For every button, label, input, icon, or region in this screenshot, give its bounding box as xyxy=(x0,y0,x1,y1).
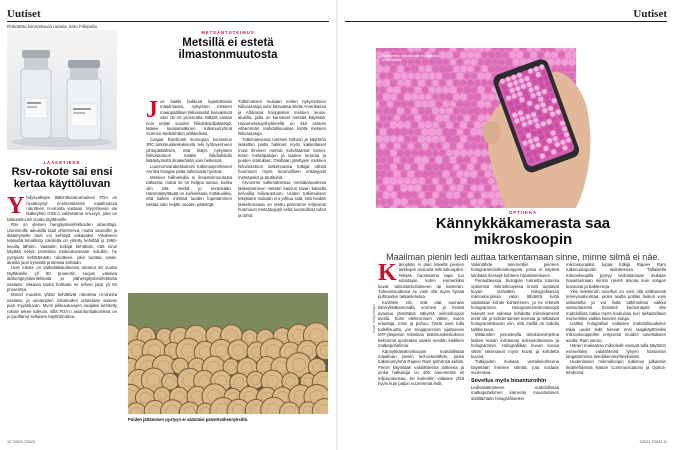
vaccine-paragraph: Uusi rokote on vaiheittaiskokeissa antanut 60 vuotta täyttäneille yli 80 prosentin suojan vakavia alahengitystieinfektioita ja ylähengitystieinfektioita vastaan. Vakavia tautia kohtaan se tehosi jopa yli 94 prosenttia. xyxy=(7,265,117,292)
phone-paragraph: Lisäksi holografian valtaisen mahdollisuuksien takia uudet ledit tulevat ensi laajakäyttöisiksi mikroskooppeihin erityisesti muiden sovelluksien avulla, Ram sanoo. xyxy=(566,321,666,343)
footer-left: 10 7/2023 7/2023 xyxy=(7,440,35,444)
phone-story-header xyxy=(378,210,668,262)
forest-paragraph: os kaikki hakkuut lopetettaisiin maailmassa, nykyisten metsien maanpäälliset hiilivarastot kasvaisivat vain 15–16 prosenttia. Määrä vastaa noin neljän vuoden hiilidioksidipäästöjä, laskee kansainvälinen tutkimusryhmä Science-tiedelehden artikkelissa. xyxy=(146,99,232,137)
phone-intro: Maailman pienin ledi auttaa tarkentamaan sinne, minne silmä ei näe. xyxy=(386,251,660,262)
forest-story-header xyxy=(128,30,328,67)
phone-paragraph: Valonlähde asennettiin pieneen hologrammimikroskooppiin, jossa ei käytetä lainkaan linssejä kohteen havaitsemiseen. xyxy=(471,262,559,278)
hand-phone-illustration xyxy=(476,58,606,208)
phone-subtitle: Sovellus myös bioanturoihin xyxy=(471,377,547,384)
phone-paragraph: Tutkijoiden mukaan vertailukohteena käytetään ihmisen silmää, jota voidaan suurentaa. xyxy=(471,359,559,376)
forest-kicker: METSÄNTUTKIMUS xyxy=(201,30,255,35)
vaccine-paragraph: Monet muutkin yhtiöt kehittävät rokotetta rs-virusta vastaan, ja useampien rokotteiden odotetaan saavan pian myyntiluvan. Myös pikkuvauvojen suojaksi kehitetty rokote tekee tulevan, sillä FDA:n asiantuntijakomitea on jo puoltanut sellaisen käyttöönottoa. xyxy=(7,292,117,320)
phone-paragraph: Mittausten perusteella tietokoneohjelma laskee kuvan kohteesta kolmiulotteisena ja hologrammin. Holografiikan kuvan kuvaa sitten rakentavat myös kuvat ja kohdetta kuvina. xyxy=(471,332,559,359)
forest-dropcap: J xyxy=(146,97,158,123)
vaccine-kicker: LÄÄKETIEDE xyxy=(43,160,81,165)
vaccine-headline: Rsv-rokote sai ensi kertaa käyttöluvan xyxy=(11,166,113,190)
phone-paragraph: Hänen mukaansa mikroledit voisivat tulla käyttöön esimerkiksi valolähteinä lyhyen kantaman langattomissa tietoliikenneyhteyksissä. xyxy=(566,343,666,359)
footer-right: 7/2023 7/2023 11 xyxy=(639,440,667,444)
phone-paragraph: Uudenlaisen mikroskoopin tutkimus julkaistiin tiedelehdessä Nature Communications ja Optica-lehdessä. xyxy=(566,359,666,376)
left-page xyxy=(0,0,336,450)
vaccine-vials-image xyxy=(7,30,117,150)
log-pile-photo xyxy=(128,293,328,414)
vials-illustration xyxy=(7,30,117,150)
forest-paragraph: Caspar Roebroek Euroopan komission JRC-tutkimuskeskuksesta teki työtoverineen johtopäätöksen, että lisäys nykyisten hiilivarastoon estäisi hiilidioksidin lisääntymistä ilmakehään vain hetkessä. xyxy=(146,136,232,164)
vaccine-paragraph: Rsv on yleinen hengitystieinfektioiden aiheuttaja. Useimmille aikuisilla tauti ohimeneva, mutta vauvoille ja ikääntyneille tauti voi kehittyä vakavaksi. Virukseen tepsivää turvallista rokotetta on yritetty kehittää jo 1960-luvulta lähtien. Vaatukin tutkijat kehittivät, että virus käyttää tietyä proteiinia tunkeutuessaan soluihin, he pystyivät kehittämään rokotteen, joka tuottaa vasta-aineita juuri kyseistä proteiinia kohtaan. xyxy=(7,222,117,265)
forest-paragraph: Arvomme tutkimuksessa metsätaloudessa laskeutumisen metsän kasvun tavan kaivalla kelvoillia hiilivarastoon. Uuden tutkimuksen tekijöiden mukaan ero johtuu siitä, että heidän laskelmissaan on otettu paremmin erityisesti huomioon metsätyyppit sekä luonnolliset tuhot ja tuhot. xyxy=(238,180,326,218)
phone-paragraph: mikroskoopiksi, lupaa tutkija Rajeev Ram tutkimusraportin tiedotteessa. Tällaisella mikroskoopilla pystyy tiedostamaan mukaan havaitsemaan niinkin pieniä asioita kuin solujen kuvausta ja bakteereja. xyxy=(566,262,666,289)
forest-paragraph: Metsien hiilinieluilla ei ilmastonmuutosta ratkaista, mutta se on helppo sanoa, koska olin sitä mieltä jo ennestään. Hämmästyttävää on korkeintaan mittaluokka, että kaiken metsää luoden lopettaminen vastaa vain neljän vuoden päästöjä. xyxy=(146,174,232,207)
phone-paragraph: Periaatteessa, biologian tunnetta tutussa optisessa mikroskoopissa linssit tuottavat kuvan teräväksi. Holografisessa mikroskoopissa valon lähdettä kohti valaistaan kohde kohteeseen, ja ne tekevät hologrammin. Hologrammimikroskoopit tekevät sen valossa kohdetta mikrokamerat eivät ole jo kohdentaneet teemaa ja mittaavat hologrammikuvan niin, että meillä on todella tarkka kuva. xyxy=(471,278,559,332)
forest-paragraph: Luonnonvarakeskuksen tutkimusprofessori Annika Kangas pitää tutkimusta hyvänä. xyxy=(146,163,232,175)
section-subhead: Rokotetta kiinnostavia uutisia: tieto Fi/kipailu xyxy=(7,24,98,29)
right-page xyxy=(338,0,674,450)
forest-column-2 xyxy=(238,99,326,218)
phone-paragraph: Kuvittele siis, että otat suoraan kännykkäkameralla sormesi ja lisäisit avautuu jännittävä näkymä mikroskoopin avulla. Eräs elektroninen väline, kuten edustaja, toimi ja puhuu. Tästä voisi tulla todellisuutta, jos Singaporessa sijaitsevan MIT-yliopiston tekniikan tutkimusikeskuksen keksinnöt upotetaan osaksi meidän kaikkien matkapuhelimia. xyxy=(378,299,464,349)
phone-paragraph: Ledivalottimineen mahdollistaa matkapuhelimen kameran muuntamisen sisältämään holografisenksi xyxy=(471,384,559,401)
phone-column-3 xyxy=(566,262,666,376)
logs-illustration xyxy=(128,293,328,414)
phone-headline: Kännykkäkamerasta saa mikroskoopin xyxy=(435,215,611,248)
phone-paragraph: Kännykkämikroskoopin mahdollistaa maailman pienin led-valonlähde, jonka tutkimusryhmä Rajeev Ram työhönsä kehitti. Pienin käytetään valolähteenä laitteena ja jonka halkaisija on 400 nanometriä eli miljoonasosaa. Se kuitenkin valaisee yhtä hyvin kuin paljon suuremmat ledit. xyxy=(378,348,464,386)
section-title-right: Uutiset xyxy=(633,8,667,20)
vaccine-body xyxy=(7,195,117,319)
vaccine-paragraph: hdysvaltojen lääkintäviranomainen FDA on hyväksynyt ensimmäisenä maailmassa rokotteen rs-virusta vastaan. Myyntiluvan sai lääkeyhtiö GSK:n valmistama Arexvyn, joka on tarkoitettu 60 vuotta täyttäneille. xyxy=(7,195,117,222)
header-rule-right xyxy=(345,21,667,22)
phone-column-1 xyxy=(378,262,464,386)
forest-paragraph: Tutkimuksessa metsien hiiltoon ja käyttöön laskettiin paitsi hakkuut myös kaikenlaiset muut ihmisen metsiin kohdistamat toimet, kuten metsäpalojen ja tautien torjunta ja puiden istutukset. Omiltaan jätettyjen metsien hiilivarastoon laskennassa tutkijat ottivat huomioon myös luonnollisen eräänjyvät metsäpalot ja tautituhot. xyxy=(238,136,326,180)
phone-kicker: OPTIIKKA xyxy=(508,210,537,215)
photo-credit: Kuvat: Getty Images xyxy=(372,304,376,333)
phone-column-2 xyxy=(471,262,559,401)
vaccine-dropcap: Y xyxy=(7,193,25,220)
vaccine-story xyxy=(7,160,117,319)
forest-photo-caption: Puiden jättäminen pystyyn ei säästäisi päästövähennyksiltä. xyxy=(128,417,249,422)
forest-headline: Metsillä ei estetä ilmastonmuutosta xyxy=(178,37,278,62)
phone-paragraph: ännykän ei pian kävellä pienien tarkkojen ansiosta mikroskoopiksi. Tekijän huomaama tapa tuo edustajan, kuten esimerkiksi kuvat, taloustarkoitukseen tai kameran. Tulevaisuudessa se voisi olla myös hyvää puhtauden tarkastelussa. xyxy=(378,262,464,300)
forest-column-1 xyxy=(146,99,232,207)
section-title-left: Uutiset xyxy=(7,8,41,20)
phone-dropcap: K xyxy=(378,260,397,286)
forest-paragraph: Tutkimuksen mukaan eniten nykymetsien hiilivarastoja voisi kasvattaa Etelä-Amerikassa ja Afrikassa trooppisten metsien reuna-alueilla, joilla on karsineet metsää käytöstä. Havumetsävyöhykkeellä on sitä vastoin vähemmän mahdollisuuksia lisätä metsien hiilivarastoja. xyxy=(238,99,326,137)
phone-paragraph: Yksi keksinnön sovellus on voisi olla valikoivasti terveysvalvontaa, jonka avulla potilas laskuri voisi tarkastella ja voi lisää tutkimuksia vaikka samanlaisesti. Ihmisten kudosnäyttö olisi mahdollista tutkia myös kouluissa kun tarkastellaan esimerkiksi vaikka kasvien soluja. xyxy=(566,289,666,322)
header-rule xyxy=(7,21,329,22)
photo-caption-overlay: Puhelimeen ledissä lisää led-valaistus puhelimessa. xyxy=(382,54,440,62)
